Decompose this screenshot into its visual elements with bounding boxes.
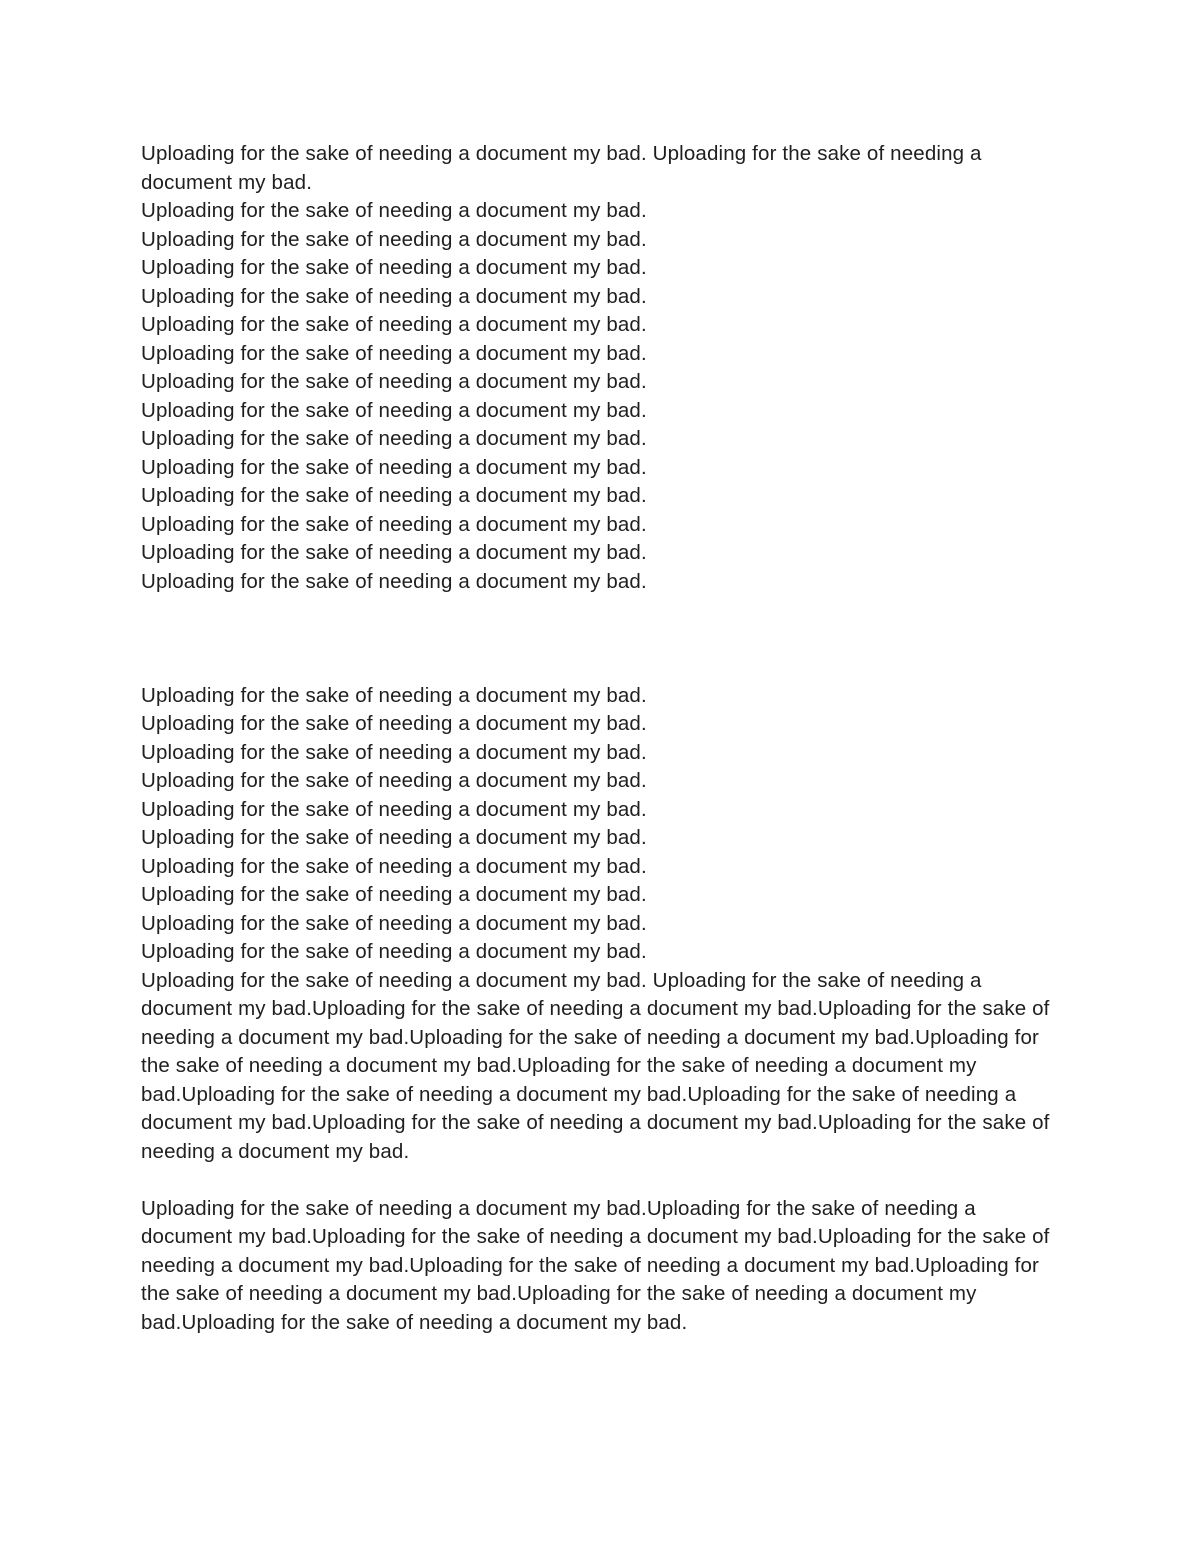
paragraph: Uploading for the sake of needing a document my bad.Uploading for the sake of needing a document my bad.Uploading for the sake of needing a document my bad.Uploading for the sake of needing a document my bad.Uploading for the sake of needing a document my bad.Uploading for the sake of needing a document my bad.Uploading for the sake of needing a document my bad.Uploading for the sake of needing a document my bad. [141,1196,1050,1334]
text-line: Uploading for the sake of needing a document my bad. [141,455,647,479]
text-line: Uploading for the sake of needing a document my bad. [141,683,647,707]
text-line: Uploading for the sake of needing a document my bad. [141,227,647,251]
text-line: Uploading for the sake of needing a document my bad. [141,484,647,507]
text-line: Uploading for the sake of needing a document my bad. [141,284,647,308]
document-body [141,140,1071,1337]
text-line: Uploading for the sake of needing a document my bad. [141,313,647,336]
block-2 [141,682,1071,1167]
text-line: Uploading for the sake of needing a document my bad. [141,569,647,593]
text-line: Uploading for the sake of needing a document my bad. [141,940,647,963]
text-line: Uploading for the sake of needing a document my bad. [141,911,647,935]
block-3 [141,1195,1071,1338]
text-line: Uploading for the sake of needing a document my bad. [141,370,647,393]
text-line: Uploading for the sake of needing a document my bad. [141,427,647,450]
text-line: Uploading for the sake of needing a document my bad. [141,512,647,536]
text-line: Uploading for the sake of needing a document my bad. [141,256,647,279]
text-line: Uploading for the sake of needing a document my bad. [141,769,647,792]
text-line: Uploading for the sake of needing a document my bad. [141,199,647,222]
text-line: Uploading for the sake of needing a document my bad. [141,341,647,365]
paragraph: Uploading for the sake of needing a document my bad. Uploading for the sake of needing a document my bad.Uploading for the sake of needing a document my bad.Uploading for the sake of needing a document my bad.Uploading for the sake of needing a document my bad.Uploading for the sake of needing a document my bad.Uploading for the sake of needing a document my bad.Uploading for the sake of needing a document my bad.Uploading for the sake of needing a document my bad.Uploading for the sake of needing a document my bad.Uploading for the sake of needing a document my bad. [141,968,1050,1163]
blank-space [141,653,1071,682]
wrapped-line: Uploading for the sake of needing a document my bad. Uploading for the sake of needing a document my bad. [141,142,982,194]
text-line: Uploading for the sake of needing a document my bad. [141,712,647,735]
text-line: Uploading for the sake of needing a document my bad. [141,826,647,849]
blank-space [141,596,1071,653]
text-line: Uploading for the sake of needing a document my bad. [141,398,647,422]
text-line: Uploading for the sake of needing a document my bad. [141,541,647,564]
text-line: Uploading for the sake of needing a document my bad. [141,883,647,906]
text-line: Uploading for the sake of needing a document my bad. [141,740,647,764]
text-line: Uploading for the sake of needing a document my bad. [141,797,647,821]
block-1 [141,140,1071,596]
text-line: Uploading for the sake of needing a document my bad. [141,854,647,878]
blank-space [141,1166,1071,1195]
